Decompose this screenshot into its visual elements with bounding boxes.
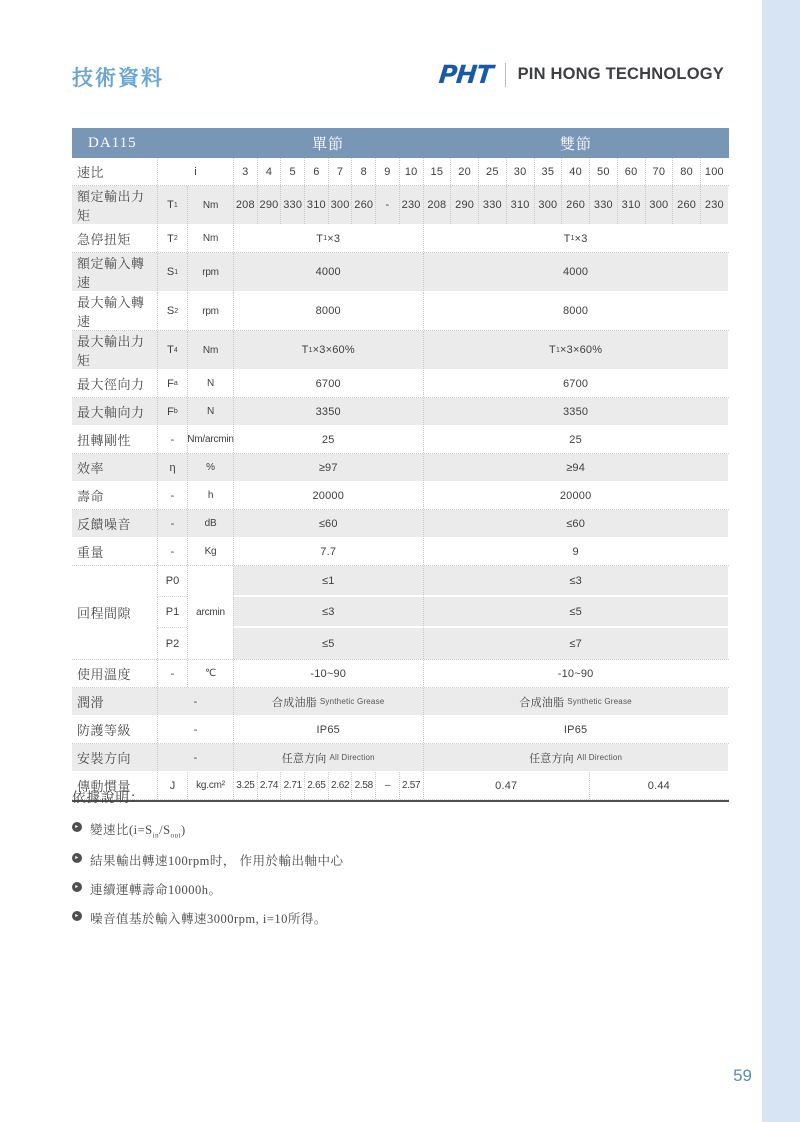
table-row bbox=[72, 716, 729, 744]
row-label: 最大輸出力矩 bbox=[72, 331, 157, 369]
row-label: 最大軸向力 bbox=[72, 398, 157, 425]
table-row bbox=[72, 398, 729, 426]
logo-divider bbox=[505, 63, 506, 87]
value-cell: 25 bbox=[233, 426, 423, 453]
table-row bbox=[72, 292, 729, 331]
table-row bbox=[72, 158, 729, 186]
value-cell: 任意方向 All Direction bbox=[233, 744, 423, 771]
value-cell: 330 bbox=[280, 186, 304, 224]
row-label: 速比 bbox=[77, 165, 105, 180]
value-cell: 9 bbox=[375, 158, 399, 185]
row-unit: ℃ bbox=[187, 660, 233, 687]
value-cell: 3 bbox=[233, 158, 257, 185]
value-cell: 2.58 bbox=[351, 772, 375, 799]
row-symbol: i bbox=[157, 158, 233, 185]
row-symbol: - bbox=[157, 744, 233, 771]
row-unit: rpm bbox=[187, 253, 233, 291]
value-cell: 25 bbox=[478, 158, 506, 185]
value-cell: ≤60 bbox=[423, 510, 728, 537]
value-cell: 230 bbox=[700, 186, 728, 224]
row-label: 使用溫度 bbox=[77, 667, 132, 682]
row-symbol: S 2 bbox=[157, 292, 187, 330]
notes-section bbox=[72, 786, 592, 938]
row-symbol: F b bbox=[157, 398, 187, 425]
model-header: DA115 bbox=[88, 134, 137, 151]
value-cell: 2.74 bbox=[257, 772, 281, 799]
value-cell: 10 bbox=[399, 158, 423, 185]
value-cell: 3350 bbox=[233, 398, 423, 425]
value-cell: 330 bbox=[478, 186, 506, 224]
backlash-grade: P1 bbox=[157, 597, 187, 628]
value-cell: 260 bbox=[672, 186, 700, 224]
value-cell: 35 bbox=[534, 158, 562, 185]
value-cell: IP65 bbox=[233, 716, 423, 743]
value-cell: 230 bbox=[399, 186, 423, 224]
value-cell: 8 bbox=[351, 158, 375, 185]
row-label: 額定輸入轉速 bbox=[72, 253, 157, 291]
value-cell: 3350 bbox=[423, 398, 728, 425]
page-title: 技術資料 bbox=[72, 66, 164, 90]
bullet-arrow-icon: ▸ bbox=[72, 822, 82, 832]
row-symbol: T 4 bbox=[157, 331, 187, 369]
value-cell: ≥97 bbox=[233, 454, 423, 481]
value-cell: 300 bbox=[534, 186, 562, 224]
notes-title: 依據說明： bbox=[72, 790, 145, 805]
spec-table bbox=[72, 128, 729, 802]
row-symbol: η bbox=[157, 454, 187, 481]
row-label: 防護等級 bbox=[77, 723, 132, 738]
table-header-row bbox=[72, 128, 729, 158]
value-cell: ≤7 bbox=[423, 628, 728, 659]
value-cell: ≤5 bbox=[423, 597, 728, 628]
row-symbol: - bbox=[157, 688, 233, 715]
value-cell: 合成油脂 Synthetic Grease bbox=[423, 688, 728, 715]
row-unit: rpm bbox=[187, 292, 233, 330]
value-cell: 合成油脂 Synthetic Grease bbox=[233, 688, 423, 715]
value-cell: -10~90 bbox=[233, 660, 423, 687]
table-row bbox=[72, 660, 729, 688]
row-unit: Kg bbox=[187, 538, 233, 565]
row-unit: % bbox=[187, 454, 233, 481]
note-text: 變速比$(i=S_{in}/S_{out})$ bbox=[90, 823, 186, 840]
row-unit: Nm/arcmin bbox=[187, 426, 233, 453]
value-cell: - bbox=[375, 186, 399, 224]
table-row bbox=[72, 688, 729, 716]
value-cell: 300 bbox=[328, 186, 352, 224]
note-item bbox=[72, 909, 592, 927]
value-cell: 2.62 bbox=[328, 772, 352, 799]
row-label: 重量 bbox=[77, 545, 105, 560]
row-symbol: - bbox=[157, 538, 187, 565]
note-text: 噪音值基於輸入轉速3000rpm, i=10所得。 bbox=[90, 911, 327, 926]
row-unit: dB bbox=[187, 510, 233, 537]
row-label: 安裝方向 bbox=[72, 744, 157, 771]
value-cell: 7 bbox=[328, 158, 352, 185]
row-symbol: - bbox=[157, 660, 187, 687]
value-cell: ≤3 bbox=[423, 566, 728, 597]
table-row bbox=[72, 482, 729, 510]
value-cell: – bbox=[375, 772, 399, 799]
value-cell: 310 bbox=[506, 186, 534, 224]
row-symbol: T 2 bbox=[157, 225, 187, 252]
value-cell: 25 bbox=[423, 426, 728, 453]
value-cell: ≥94 bbox=[423, 454, 728, 481]
row-symbol: S 1 bbox=[157, 253, 187, 291]
table-row bbox=[72, 225, 729, 253]
backlash-grade: P2 bbox=[157, 628, 187, 659]
row-symbol: - bbox=[157, 716, 233, 743]
value-cell: 300 bbox=[645, 186, 673, 224]
notes-list bbox=[72, 820, 592, 927]
backlash-grade: P0 bbox=[157, 566, 187, 597]
value-cell: 60 bbox=[617, 158, 645, 185]
value-cell: IP65 bbox=[423, 716, 728, 743]
page-number: 59 bbox=[733, 1066, 752, 1085]
value-cell: T 1 ×3 bbox=[423, 225, 728, 252]
brand-name: PIN HONG TECHNOLOGY bbox=[517, 65, 724, 83]
value-cell: T 1 ×3×60% bbox=[233, 331, 423, 369]
value-cell: 2.71 bbox=[280, 772, 304, 799]
table-row bbox=[72, 253, 729, 292]
row-symbol: F a bbox=[157, 370, 187, 397]
note-item bbox=[72, 880, 592, 898]
value-cell: ≤1 bbox=[233, 566, 423, 597]
bullet-arrow-icon: ▸ bbox=[72, 882, 82, 892]
value-cell: 4 bbox=[257, 158, 281, 185]
value-cell: 6700 bbox=[423, 370, 728, 397]
table-row bbox=[72, 454, 729, 482]
row-unit: Nm bbox=[187, 186, 233, 224]
row-label: 效率 bbox=[72, 454, 157, 481]
note-item bbox=[72, 820, 592, 840]
single-stage-header: 單節 bbox=[311, 136, 344, 153]
value-cell: 260 bbox=[561, 186, 589, 224]
row-unit: kg.cm² bbox=[187, 772, 233, 799]
value-cell: -10~90 bbox=[423, 660, 728, 687]
value-cell: 100 bbox=[700, 158, 728, 185]
double-stage-header: 雙節 bbox=[559, 136, 592, 153]
value-cell: 330 bbox=[589, 186, 617, 224]
value-cell: 208 bbox=[423, 186, 451, 224]
value-cell: 4000 bbox=[233, 253, 423, 291]
row-label: 回程間隙 bbox=[77, 606, 132, 621]
value-cell: 2.57 bbox=[399, 772, 423, 799]
value-cell: 8000 bbox=[423, 292, 728, 330]
row-unit: h bbox=[187, 482, 233, 509]
value-cell: ≤5 bbox=[233, 628, 423, 659]
value-cell: 9 bbox=[423, 538, 728, 565]
bullet-arrow-icon: ▸ bbox=[72, 853, 82, 863]
value-cell: 8000 bbox=[233, 292, 423, 330]
value-cell: 3.25 bbox=[233, 772, 257, 799]
row-label: 急停扭矩 bbox=[77, 232, 132, 247]
table-row bbox=[72, 744, 729, 772]
brand-logo bbox=[439, 60, 724, 89]
value-cell: ≤60 bbox=[233, 510, 423, 537]
value-cell: 任意方向 All Direction bbox=[423, 744, 728, 771]
value-cell: T 1 ×3×60% bbox=[423, 331, 728, 369]
value-cell: 310 bbox=[304, 186, 328, 224]
table-row bbox=[72, 538, 729, 566]
value-cell: 20000 bbox=[423, 482, 728, 509]
table-body bbox=[72, 158, 729, 800]
value-cell: T 1 ×3 bbox=[233, 225, 423, 252]
bullet-arrow-icon: ▸ bbox=[72, 911, 82, 921]
value-cell: 6700 bbox=[233, 370, 423, 397]
value-cell: 30 bbox=[506, 158, 534, 185]
backlash-group bbox=[72, 566, 729, 660]
page-header bbox=[72, 58, 728, 94]
row-label: 扭轉剛性 bbox=[77, 433, 132, 448]
row-symbol: - bbox=[157, 482, 187, 509]
value-cell: 20000 bbox=[233, 482, 423, 509]
value-cell: 40 bbox=[561, 158, 589, 185]
row-symbol: J bbox=[157, 772, 187, 799]
row-label: 最大徑向力 bbox=[77, 377, 145, 392]
row-unit: N bbox=[187, 398, 233, 425]
value-cell: 5 bbox=[280, 158, 304, 185]
value-cell: 310 bbox=[617, 186, 645, 224]
row-unit: arcmin bbox=[187, 566, 233, 659]
value-cell: 0.47 bbox=[423, 772, 590, 799]
table-row bbox=[72, 510, 729, 538]
row-symbol: - bbox=[157, 426, 187, 453]
table-row bbox=[72, 186, 729, 225]
row-label: 最大輸入轉速 bbox=[77, 295, 145, 329]
page-edge-strip bbox=[762, 0, 800, 1122]
row-label: 額定輸出力矩 bbox=[72, 186, 157, 224]
value-cell: 290 bbox=[450, 186, 478, 224]
table-row bbox=[72, 370, 729, 398]
value-cell: 290 bbox=[257, 186, 281, 224]
row-label: 傳動慣量 bbox=[77, 779, 132, 794]
table-row bbox=[72, 426, 729, 454]
note-item bbox=[72, 851, 592, 869]
value-cell: 260 bbox=[351, 186, 375, 224]
note-text: 連續運轉壽命10000h。 bbox=[90, 882, 222, 897]
row-unit: Nm bbox=[187, 331, 233, 369]
value-cell: 208 bbox=[233, 186, 257, 224]
value-cell: 70 bbox=[645, 158, 673, 185]
value-cell: 80 bbox=[672, 158, 700, 185]
table-row bbox=[72, 331, 729, 370]
row-symbol: - bbox=[157, 510, 187, 537]
row-unit: N bbox=[187, 370, 233, 397]
value-cell: 15 bbox=[423, 158, 451, 185]
row-unit: Nm bbox=[187, 225, 233, 252]
value-cell: 0.44 bbox=[589, 772, 728, 799]
value-cell: 20 bbox=[450, 158, 478, 185]
value-cell: 7.7 bbox=[233, 538, 423, 565]
note-text: 結果輸出轉速100rpm时， 作用於輸出軸中心 bbox=[90, 853, 344, 868]
value-cell: 2.65 bbox=[304, 772, 328, 799]
value-cell: 4000 bbox=[423, 253, 728, 291]
value-cell: 6 bbox=[304, 158, 328, 185]
pht-logo-icon: PHT bbox=[437, 60, 495, 89]
row-label: 潤滑 bbox=[72, 688, 157, 715]
value-cell: ≤3 bbox=[233, 597, 423, 628]
row-label: 壽命 bbox=[77, 489, 105, 504]
value-cell: 50 bbox=[589, 158, 617, 185]
row-symbol: T 1 bbox=[157, 186, 187, 224]
row-label: 反饋噪音 bbox=[72, 510, 157, 537]
